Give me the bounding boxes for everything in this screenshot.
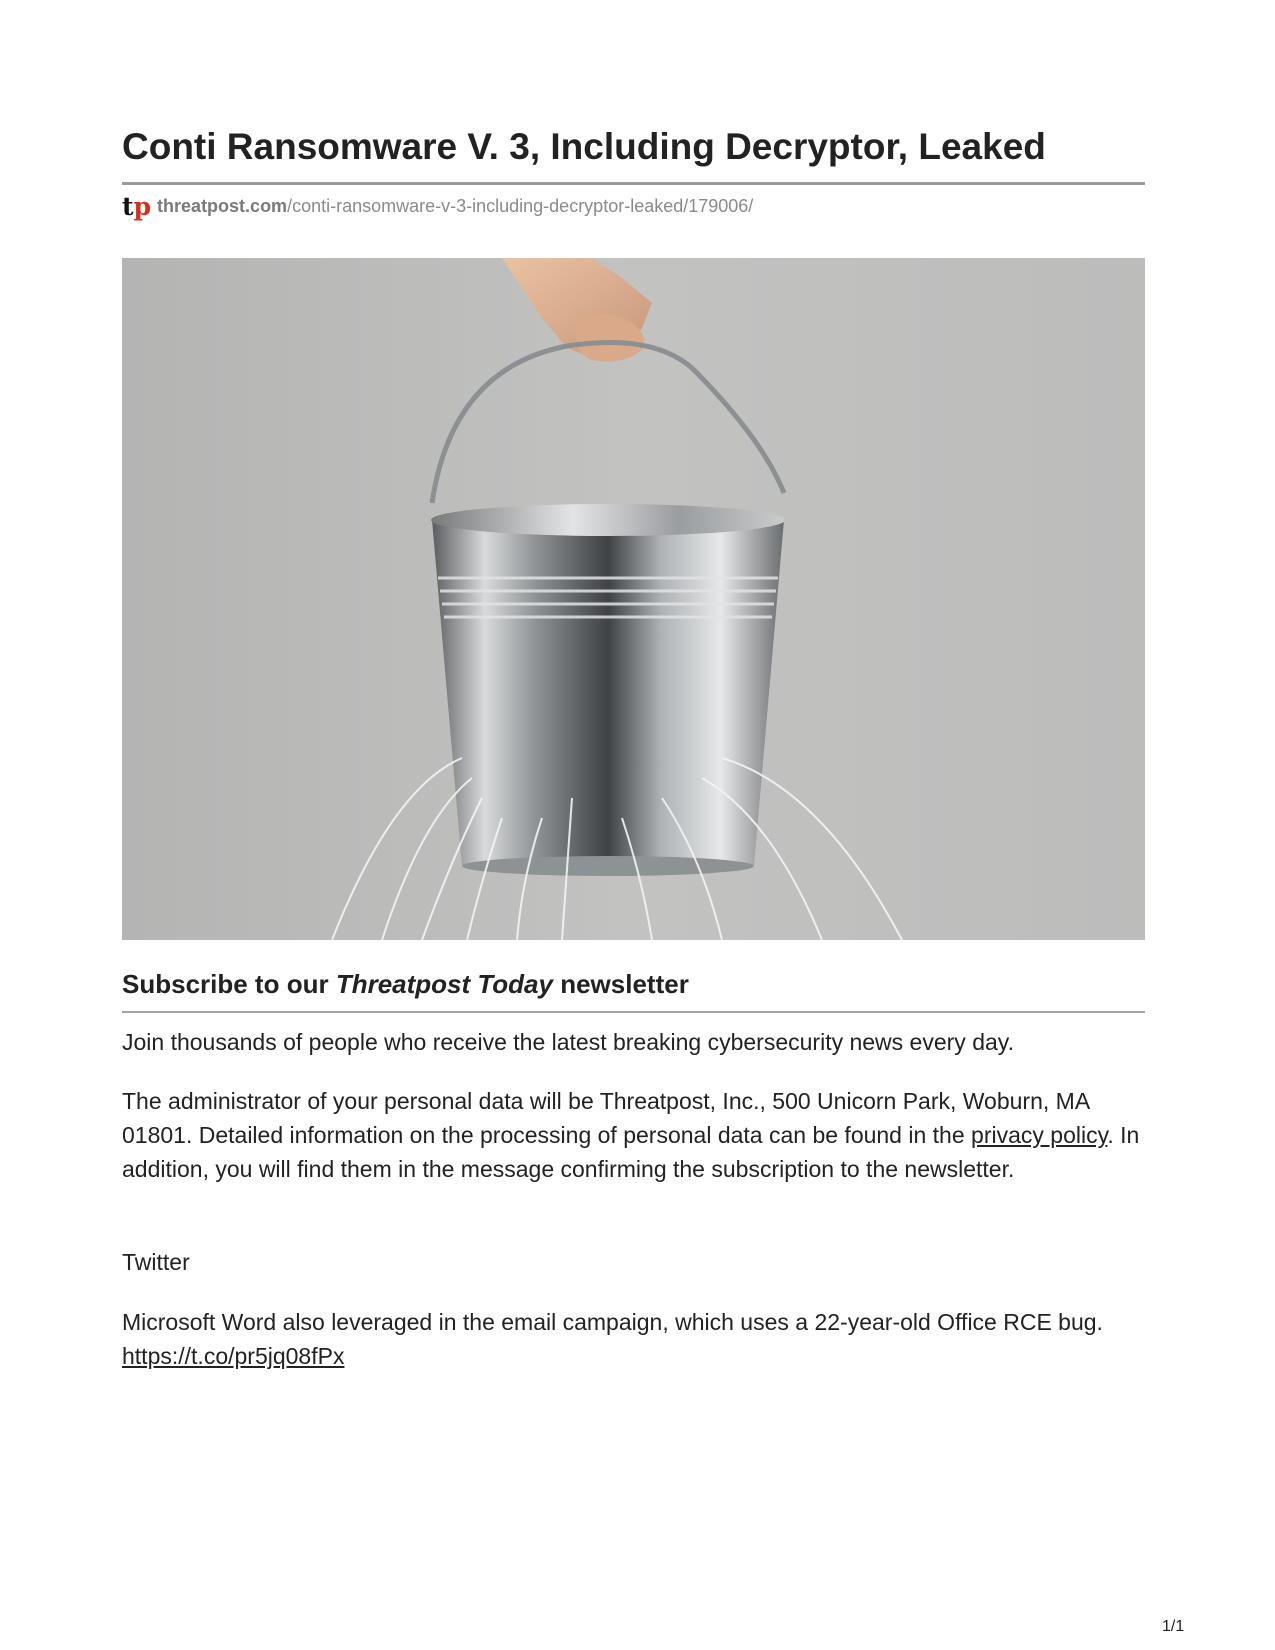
source-domain: threatpost.com [157, 195, 288, 216]
page-number: 1/1 [1162, 1618, 1185, 1635]
title-divider [122, 182, 1145, 185]
source-url-link[interactable] [157, 196, 753, 217]
threatpost-logo-icon: tp [122, 191, 152, 221]
source-line [122, 193, 753, 219]
newsletter-divider [122, 1011, 1145, 1013]
leaking-bucket-icon [122, 258, 1145, 940]
article-title: Conti Ransomware V. 3, Including Decryptor, Leaked [122, 126, 1046, 167]
privacy-notice: The administrator of your personal data will be Threatpost, Inc., 500 Unicorn Park, Woburn, MA 01801. Detailed information on the processing of personal data can be found in the privacy policy. In addition, you will find them in the message confirming the subscription to the newsletter. [122, 1088, 1140, 1182]
source-path: /conti-ransomware-v-3-including-decryptor-leaked/179006/ [287, 195, 754, 216]
tweet-link[interactable]: https://t.co/pr5jq08fPx [122, 1343, 345, 1369]
privacy-policy-link[interactable]: privacy policy [971, 1122, 1108, 1148]
hero-image-leaking-bucket [122, 258, 1145, 940]
newsletter-heading: Subscribe to our Threatpost Today newsletter [122, 969, 689, 999]
twitter-embed-label: Twitter [122, 1249, 190, 1275]
tweet-text: Microsoft Word also leveraged in the email campaign, which uses a 22-year-old Office RCE bug. https://t.co/pr5jq08fPx [122, 1309, 1103, 1369]
newsletter-intro: Join thousands of people who receive the latest breaking cybersecurity news every day. [122, 1029, 1014, 1055]
